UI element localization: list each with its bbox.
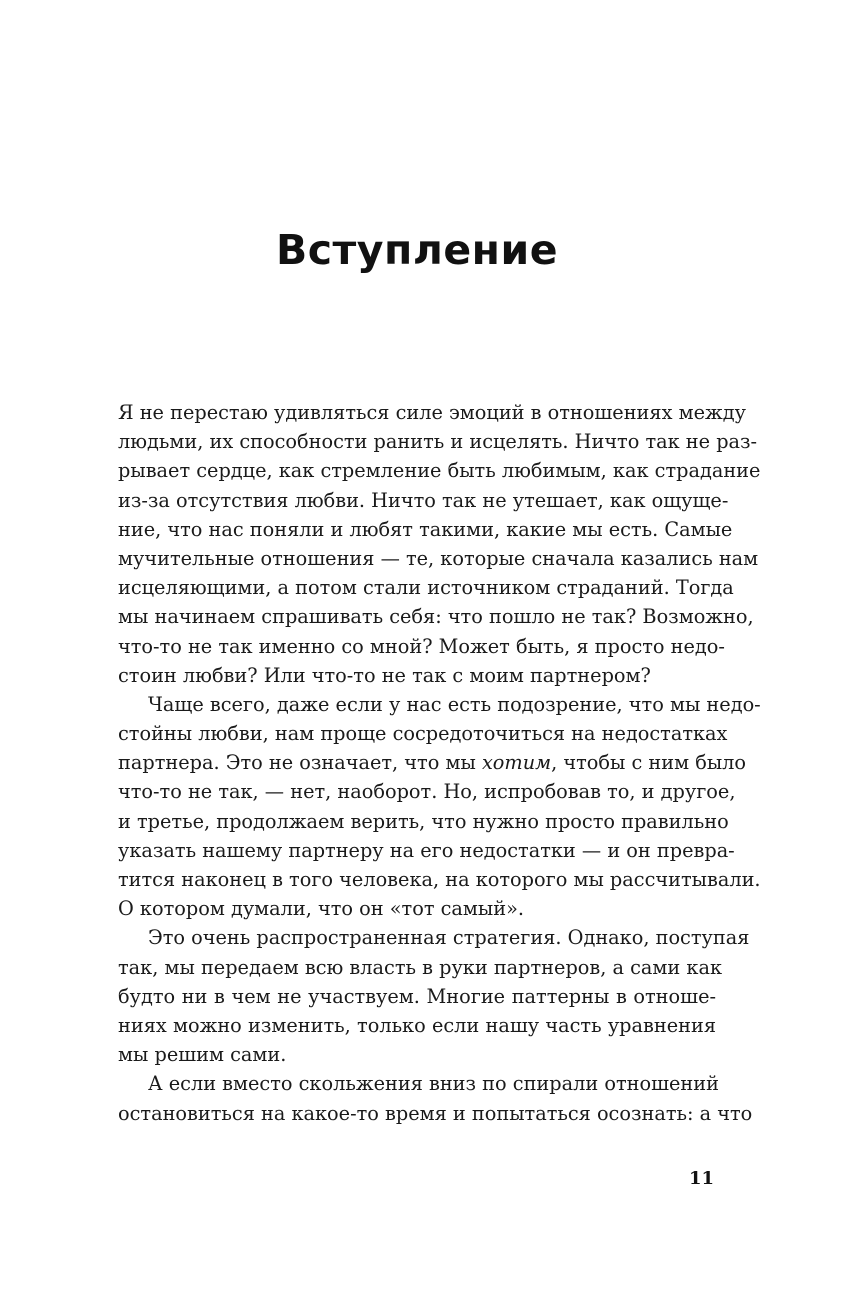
text-line: и третье, продолжаем верить, что нужно просто правильно (118, 809, 729, 833)
text-line: исцеляющими, а потом стали источником страданий. Тогда (118, 576, 734, 600)
text-line: указать нашему партнеру на его недостатки — и он превра- (118, 838, 735, 862)
text-line: что-то не так именно со мной? Может быть, я просто недо- (118, 634, 725, 658)
text-line: стоин любви? Или что-то не так с моим партнером? (118, 663, 651, 687)
emphasized-word: хотим (481, 751, 552, 775)
page-number: 11 (688, 1168, 714, 1189)
text-line: что-то не так, — нет, наоборот. Но, испробовав то, и другое, (118, 780, 736, 804)
text-line: ние, что нас поняли и любят такими, какие мы есть. Самые (118, 517, 733, 541)
text-line: из-за отсутствия любви. Ничто так не утешает, как ощуще- (118, 488, 729, 512)
text-line: будто ни в чем не участвуем. Многие паттерны в отноше- (118, 984, 716, 1008)
text-line: Это очень распространенная стратегия. Однако, поступая (148, 926, 750, 950)
text-line: так, мы передаем всю власть в руки партнеров, а сами как (118, 955, 722, 979)
text-line: А если вместо скольжения вниз по спирали отношений (148, 1072, 719, 1096)
text-segment: партнера. Это не означает, что мы (118, 751, 482, 775)
text-line: мучительные отношения — те, которые сначала казались нам (118, 546, 759, 570)
chapter-title: Вступление (275, 226, 559, 274)
text-line: Чаще всего, даже если у нас есть подозрение, что мы недо- (148, 692, 761, 716)
text-line: ниях можно изменить, только если нашу часть уравнения (118, 1013, 716, 1037)
text-line: стойны любви, нам проще сосредоточиться на недостатках (118, 722, 728, 746)
text-line: О котором думали, что он «тот самый». (118, 897, 525, 921)
text-line: мы решим сами. (118, 1043, 287, 1067)
body-text (118, 398, 761, 1128)
text-line-with-emphasis (118, 748, 747, 777)
text-segment: , чтобы с ним было (551, 751, 747, 775)
text-line: остановиться на какое-то время и попытаться осознать: а что (118, 1101, 753, 1125)
text-line: мы начинаем спрашивать себя: что пошло не так? Возможно, (118, 605, 754, 629)
text-line: рывает сердце, как стремление быть любимым, как страдание (118, 459, 761, 483)
text-line: людьми, их способности ранить и исцелять. Ничто так не раз- (118, 430, 758, 454)
text-line: Я не перестаю удивляться силе эмоций в отношениях между (118, 401, 746, 424)
text-line: тится наконец в того человека, на которого мы рассчитывали. (118, 868, 761, 891)
